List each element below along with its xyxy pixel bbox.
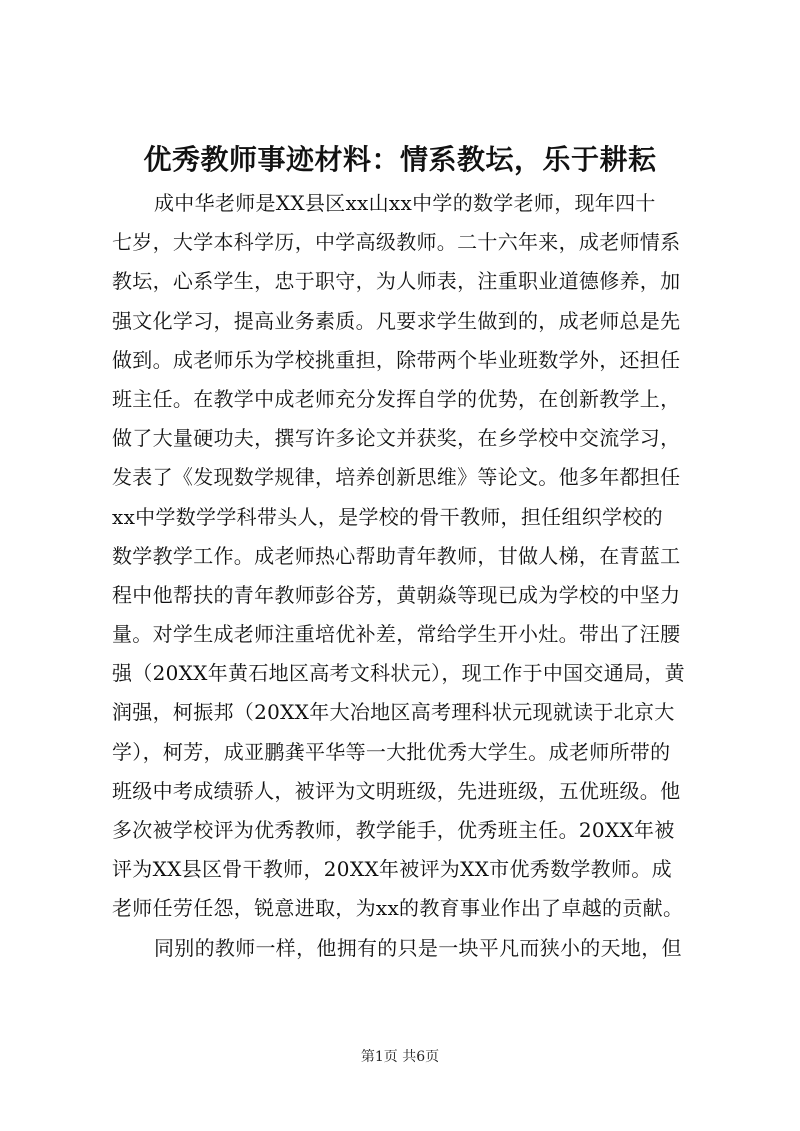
page-footer: 第1页 共6页 xyxy=(360,1049,440,1065)
text-line: 程中他帮扶的青年教师彭谷芳，黄朝焱等现已成为学校的中坚力 xyxy=(112,582,681,607)
text-line: 数学教学工作。成老师热心帮助青年教师，甘做人梯，在青蓝工 xyxy=(112,543,681,568)
text-line: 成中华老师是XX县区xx山xx中学的数学老师，现年四十 xyxy=(154,191,656,215)
text-line: 教坛，心系学生，忠于职守，为人师表，注重职业道德修养，加 xyxy=(112,269,681,294)
page-title: 优秀教师事迹材料：情系教坛，乐于耕耘 xyxy=(143,143,657,176)
text-line: 老师任劳任怨，锐意进取，为xx的教育事业作出了卓越的贡献。 xyxy=(112,896,684,921)
text-line: 多次被学校评为优秀教师，教学能手，优秀班主任。20XX年被 xyxy=(112,818,675,842)
body-text xyxy=(112,184,694,968)
text-line: 量。对学生成老师注重培优补差，常给学生开小灶。带出了汪腰 xyxy=(112,622,681,647)
text-line: 强文化学习，提高业务素质。凡要求学生做到的，成老师总是先 xyxy=(112,308,681,333)
text-line: 班主任。在教学中成老师充分发挥自学的优势，在创新教学上， xyxy=(112,386,681,411)
text-line: 润强，柯振邦（20XX年大冶地区高考理科状元现就读于北京大 xyxy=(112,700,675,725)
text-line: 强（20XX年黄石地区高考文科状元），现工作于中国交通局，黄 xyxy=(112,661,685,686)
text-line: 七岁，大学本科学历，中学高级教师。二十六年来，成老师情系 xyxy=(112,230,681,255)
text-line: 学），柯芳，成亚鹏龚平华等一大批优秀大学生。成老师所带的 xyxy=(112,739,671,764)
text-line: 做到。成老师乐为学校挑重担，除带两个毕业班数学外，还担任 xyxy=(112,347,681,372)
text-line: 发表了《发现数学规律，培养创新思维》等论文。他多年都担任 xyxy=(112,465,681,490)
text-line: 同别的教师一样，他拥有的只是一块平凡而狭小的天地，但 xyxy=(154,935,682,960)
text-line: xx中学数学学科带头人，是学校的骨干教师，担任组织学校的 xyxy=(112,504,663,529)
text-line: 班级中考成绩骄人，被评为文明班级，先进班级，五优班级。他 xyxy=(112,778,681,803)
text-line: 评为XX县区骨干教师，20XX年被评为XX市优秀数学教师。成 xyxy=(112,857,672,882)
text-line: 做了大量硬功夫，撰写许多论文并获奖，在乡学校中交流学习， xyxy=(112,426,681,451)
